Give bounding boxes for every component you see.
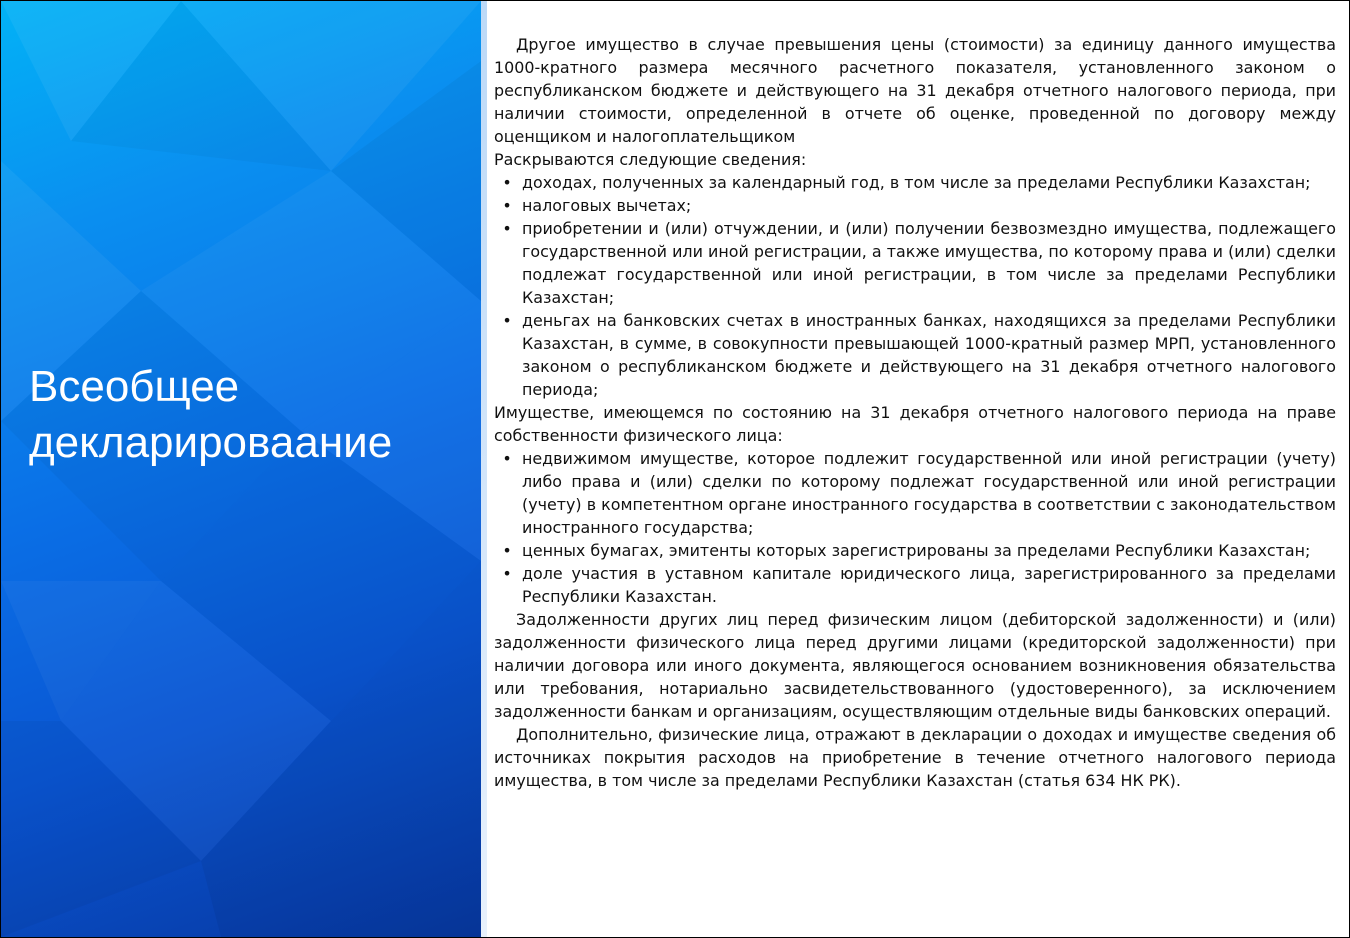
slide-title-line-2: декларироваание	[29, 418, 393, 467]
slide-title	[29, 359, 469, 471]
bullet-icon: •	[502, 449, 512, 468]
list-disclosed-info	[494, 171, 1336, 401]
list-item-text: налоговых вычетах;	[522, 196, 692, 215]
list-item	[502, 447, 1336, 539]
list-item	[502, 217, 1336, 309]
bullet-icon: •	[502, 219, 512, 238]
bullet-icon: •	[502, 196, 512, 215]
list-item	[502, 194, 1336, 217]
paragraph-debts: Задолженности других лиц перед физическим лицом (дебиторской задолженности) и (или) задолженности физического лица перед другими лицами (кредиторской задолженности) при наличии договора или иного документа, являющегося основанием возникновения обязательства или требования, нотариально засвидетельствованного (удостоверенного), за исключением задолженности банкам и организациям, осуществляющим отдельные виды банковских операций.	[494, 610, 1336, 721]
paragraph-other-property: Другое имущество в случае превышения цены (стоимости) за единицу данного имущества 1000-кратного размера месячного расчетного показателя, установленного законом о республиканском бюджете и действующего на 31 декабря отчетного налогового периода, при наличии стоимости, определенной в отчете об оценке, проведенной по договору между оценщиком и налогоплательщиком	[494, 35, 1336, 146]
paragraph-property-owned: Имуществе, имеющемся по состоянию на 31 декабря отчетного налогового периода на праве собственности физического лица:	[494, 403, 1336, 445]
list-item-text: доле участия в уставном капитале юридического лица, зарегистрированного за пределами Республики Казахстан.	[522, 564, 1336, 606]
paragraph-disclosed-info: Раскрываются следующие сведения:	[494, 150, 807, 169]
body-text	[494, 33, 1336, 792]
list-property-owned	[494, 447, 1336, 608]
list-item	[502, 171, 1336, 194]
list-item	[502, 539, 1336, 562]
slide-title-line-1: Всеобщее	[29, 362, 240, 411]
list-item-text: приобретении и (или) отчуждении, и (или) получении безвозмездно имущества, подлежащего государственной или иной регистрации, а также имущества, по которому права и (или) сделки подлежат государственной или иной регистрации, в том числе за пределами Республики Казахстан;	[522, 219, 1336, 307]
list-item	[502, 309, 1336, 401]
bullet-icon: •	[502, 311, 512, 330]
list-item	[502, 562, 1336, 608]
list-item-text: ценных бумагах, эмитенты которых зарегистрированы за пределами Республики Казахстан;	[522, 541, 1311, 560]
list-item-text: доходах, полученных за календарный год, в том числе за пределами Республики Казахстан;	[522, 173, 1311, 192]
bullet-icon: •	[502, 564, 512, 583]
bullet-icon: •	[502, 541, 512, 560]
paragraph-additional: Дополнительно, физические лица, отражают в декларации о доходах и имуществе сведения об источниках покрытия расходов на приобретение в течение отчетного налогового периода имущества, в том числе за пределами Республики Казахстан (статья 634 НК РК).	[494, 725, 1336, 790]
panel-divider	[481, 1, 487, 937]
list-item-text: недвижимом имуществе, которое подлежит государственной или иной регистрации (учету) либо права и (или) сделки по которому подлежат государственной или иной регистрации (учету) в компетентном органе иностранного государства в соответствии с законодательством иностранного государства;	[522, 449, 1336, 537]
bullet-icon: •	[502, 173, 512, 192]
list-item-text: деньгах на банковских счетах в иностранных банках, находящихся за пределами Республики Казахстан, в сумме, в совокупности превышающей 1000-кратный размер МРП, установленного законом о республиканском бюджете и действующего на 31 декабря отчетного налогового периода;	[522, 311, 1336, 399]
title-panel	[1, 1, 481, 937]
